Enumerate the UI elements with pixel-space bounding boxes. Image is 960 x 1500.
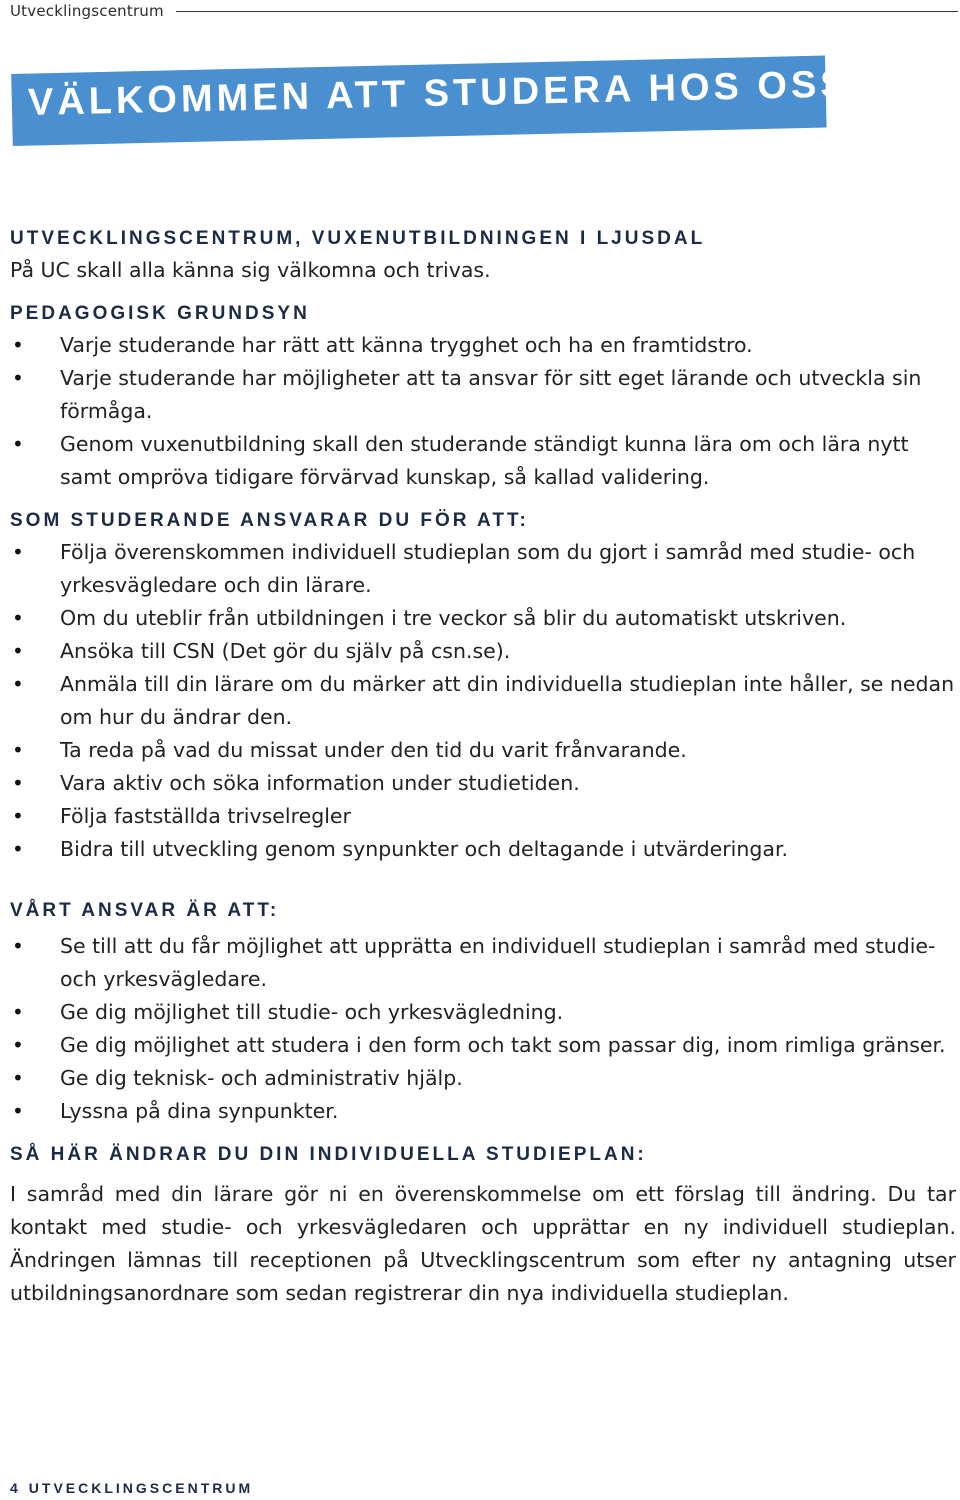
- main-content: [10, 224, 956, 1310]
- list-item: • Genom vuxenutbildning skall den studerande ständigt kunna lära om och lära nytt samt ompröva tidigare förvärvad kunskap, så kallad validering.: [10, 428, 956, 494]
- bullet-icon: •: [12, 540, 24, 564]
- intro-heading: UTVECKLINGSCENTRUM, VUXENUTBILDNINGEN I LJUSDAL: [10, 228, 706, 249]
- bullet-icon: •: [12, 1033, 24, 1057]
- bullet-icon: •: [12, 1066, 24, 1090]
- bullet-icon: •: [12, 771, 24, 795]
- page-number: 4: [10, 1480, 21, 1496]
- pedagogy-list: [10, 329, 956, 494]
- list-item: • Ta reda på vad du missat under den tid du varit frånvarande.: [10, 734, 956, 767]
- bullet-icon: •: [12, 606, 24, 630]
- page-footer: [10, 1480, 253, 1496]
- list-item: • Anmäla till din lärare om du märker att din individuella studieplan inte håller, se nedan om hur du ändrar den.: [10, 668, 956, 734]
- running-header-title: Utvecklingscentrum: [10, 2, 164, 20]
- intro-text: På UC skall alla känna sig välkomna och trivas.: [10, 258, 491, 282]
- bullet-icon: •: [12, 1000, 24, 1024]
- list-item: • Se till att du får möjlighet att upprätta en individuell studieplan i samråd med studie- och yrkesvägledare.: [10, 930, 956, 996]
- bullet-icon: •: [12, 432, 24, 456]
- student-responsibility-heading: SOM STUDERANDE ANSVARAR DU FÖR ATT:: [10, 510, 529, 531]
- list-item: • Om du uteblir från utbildningen i tre veckor så blir du automatiskt utskriven.: [10, 602, 956, 635]
- list-item: • Lyssna på dina synpunkter.: [10, 1095, 956, 1128]
- list-item: • Varje studerande har möjligheter att ta ansvar för sitt eget lärande och utveckla sin förmåga.: [10, 362, 956, 428]
- bullet-icon: •: [12, 366, 24, 390]
- list-item: • Bidra till utveckling genom synpunkter och deltagande i utvärderingar.: [10, 833, 956, 866]
- list-item: • Ansöka till CSN (Det gör du själv på csn.se).: [10, 635, 956, 668]
- bullet-icon: •: [12, 738, 24, 762]
- bullet-icon: •: [12, 837, 24, 861]
- list-item: • Ge dig möjlighet att studera i den form och takt som passar dig, inom rimliga gränser.: [10, 1029, 956, 1062]
- list-item: • Ge dig teknisk- och administrativ hjälp.: [10, 1062, 956, 1095]
- list-item: • Följa överenskommen individuell studieplan som du gjort i samråd med studie- och yrkesvägledare och din lärare.: [10, 536, 956, 602]
- page-title: VÄLKOMMEN ATT STUDERA HOS OSS: [27, 63, 851, 124]
- list-item: • Vara aktiv och söka information under studietiden.: [10, 767, 956, 800]
- running-header: [10, 0, 958, 22]
- bullet-icon: •: [12, 639, 24, 663]
- bullet-icon: •: [12, 804, 24, 828]
- bullet-icon: •: [12, 672, 24, 696]
- list-item: • Ge dig möjlighet till studie- och yrkesvägledning.: [10, 996, 956, 1029]
- bullet-icon: •: [12, 333, 24, 357]
- pedagogy-heading: PEDAGOGISK GRUNDSYN: [10, 303, 310, 324]
- change-plan-heading: SÅ HÄR ÄNDRAR DU DIN INDIVIDUELLA STUDIEPLAN:: [10, 1144, 647, 1165]
- header-rule: [176, 11, 958, 12]
- list-item: • Varje studerande har rätt att känna trygghet och ha en framtidstro.: [10, 329, 956, 362]
- footer-label: UTVECKLINGSCENTRUM: [28, 1480, 254, 1496]
- list-item: • Följa fastställda trivselregler: [10, 800, 956, 833]
- bullet-icon: •: [12, 1099, 24, 1123]
- change-plan-text: I samråd med din lärare gör ni en överenskommelse om ett förslag till ändring. Du tar kontakt med studie- och yrkesvägledaren och upprättar en ny individuell studieplan. Ändringen lämnas till receptionen på Utvecklingscentrum som efter ny antagning utser utbildningsanordnare som sedan registrerar din nya individuella studieplan.: [10, 1182, 956, 1305]
- our-responsibility-heading: VÅRT ANSVAR ÄR ATT:: [10, 900, 280, 921]
- student-responsibility-list: [10, 536, 956, 866]
- bullet-icon: •: [12, 934, 24, 958]
- our-responsibility-list: [10, 930, 956, 1128]
